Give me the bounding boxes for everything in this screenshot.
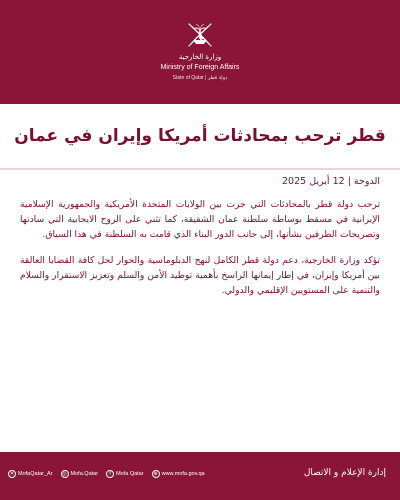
ministry-name-english: Ministry of Foreign Affairs [160,64,240,71]
social-handle: Mofa Qatar [116,471,144,477]
social-handle: Mofa.Qatar [70,471,99,477]
facebook-icon: f [106,470,114,478]
globe-icon: ⊕ [153,470,158,477]
paragraph-2: تؤكد وزارة الخارجية، دعم دولة قطر الكامل لنهج الدبلوماسية والحوار لحل كافة القضايا العالقة بين أمريكا وإيران، في إطار إيمانها الراسخ بأهمية توطيد الأمن والسلم وتعزيز الاستقرار والسلام والتنمية على المستويين الإقليمي والدولي. [20,255,380,296]
paragraph-1: ترحب دولة قطر بالمحادثات التي جرت بين الولايات المتحدة الأمريكية والجمهورية الإسلامية الإيرانية في مسقط بوساطة سلطنة عمان الشقيقة، كما تثني على الروح الايجابية التي سادتها وتصريحات الطرفين بشأنها، إلى جانب الدور البناء الذي قامت به السلطنة في هذا السياق. [20,199,380,240]
social-links [8,470,205,478]
ministry-name-arabic: وزارة الخارجية [178,53,222,61]
social-handle: MofaQatar_Ar [18,471,53,477]
article-body [20,176,380,309]
header-band [0,0,400,104]
instagram-icon: ◎ [62,470,67,477]
social-handle: www.mofa.gov.qa [161,471,205,477]
social-website[interactable] [152,470,205,478]
social-instagram[interactable] [61,470,99,478]
department-label: إدارة الإعلام و الاتصال [303,468,386,478]
dateline: الدوحة | 12 أبريل 2025 [281,176,380,187]
state-of-qatar-label: State of Qatar | دولة قطر [172,75,228,81]
social-x[interactable] [8,470,53,478]
headline: قطر ترحب بمحادثات أمريكا وإيران في عمان [14,126,386,146]
footer-band [0,452,400,500]
x-icon: ✕ [9,470,15,477]
social-facebook[interactable] [106,470,144,478]
title-divider [0,168,400,170]
qatar-emblem-icon [185,20,215,50]
